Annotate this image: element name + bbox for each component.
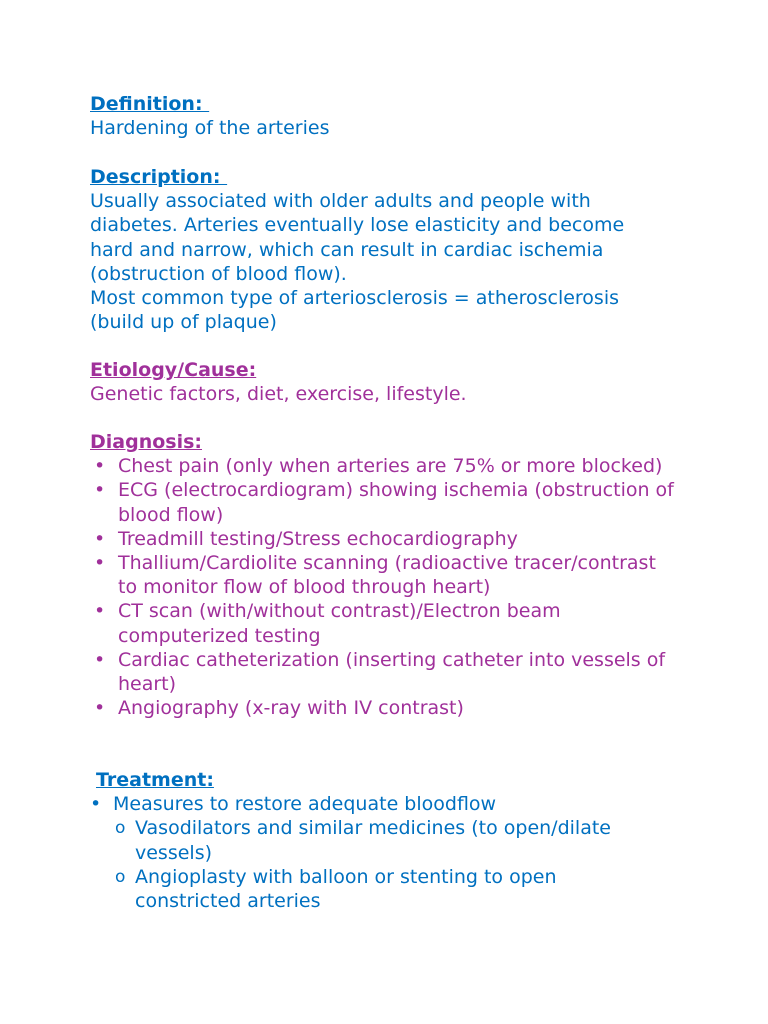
description-paragraph: Most common type of arteriosclerosis = atherosclerosis (build up of plaque) [90,287,620,334]
diagnosis-item: • Thallium/Cardiolite scanning (radioactive tracer/contrast to monitor flow of blood through heart) [90,551,680,599]
diagnosis-section [90,430,680,720]
diagnosis-item: • Angiography (x-ray with IV contrast) [90,696,680,720]
treatment-list [86,792,646,913]
diagnosis-item: • ECG (electrocardiogram) showing ischemia (obstruction of blood flow) [90,478,680,526]
etiology-section [90,358,690,406]
treatment-section [86,768,646,913]
diagnosis-item: • CT scan (with/without contrast)/Electron beam computerized testing [90,599,680,647]
diagnosis-item: • Treadmill testing/Stress echocardiography [90,527,680,551]
treatment-heading: Treatment: [96,769,214,791]
etiology-text: Genetic factors, diet, exercise, lifestyle. [90,383,467,406]
description-section [90,165,670,334]
description-paragraph: Usually associated with older adults and people with diabetes. Arteries eventually lose elasticity and become hard and narrow, which can result in cardiac ischemia (obstruction of blood flow). [90,190,625,285]
treatment-subitem: o Vasodilators and similar medicines (to open/dilate vessels) [113,816,646,864]
treatment-item [86,792,646,913]
etiology-heading: Etiology/Cause: [90,359,257,381]
treatment-sublist [113,816,646,913]
diagnosis-item: • Cardiac catheterization (inserting catheter into vessels of heart) [90,648,680,696]
definition-section [90,92,690,140]
definition-text: Hardening of the arteries [90,117,330,140]
treatment-subitem: o Angioplasty with balloon or stenting to open constricted arteries [113,865,646,913]
description-heading: Description: [90,166,228,188]
diagnosis-list [90,454,680,720]
diagnosis-item: • Chest pain (only when arteries are 75% or more blocked) [90,454,680,478]
diagnosis-heading: Diagnosis: [90,431,203,453]
treatment-item-text: Measures to restore adequate bloodflow [113,793,497,816]
definition-heading: Definition: [90,93,210,115]
